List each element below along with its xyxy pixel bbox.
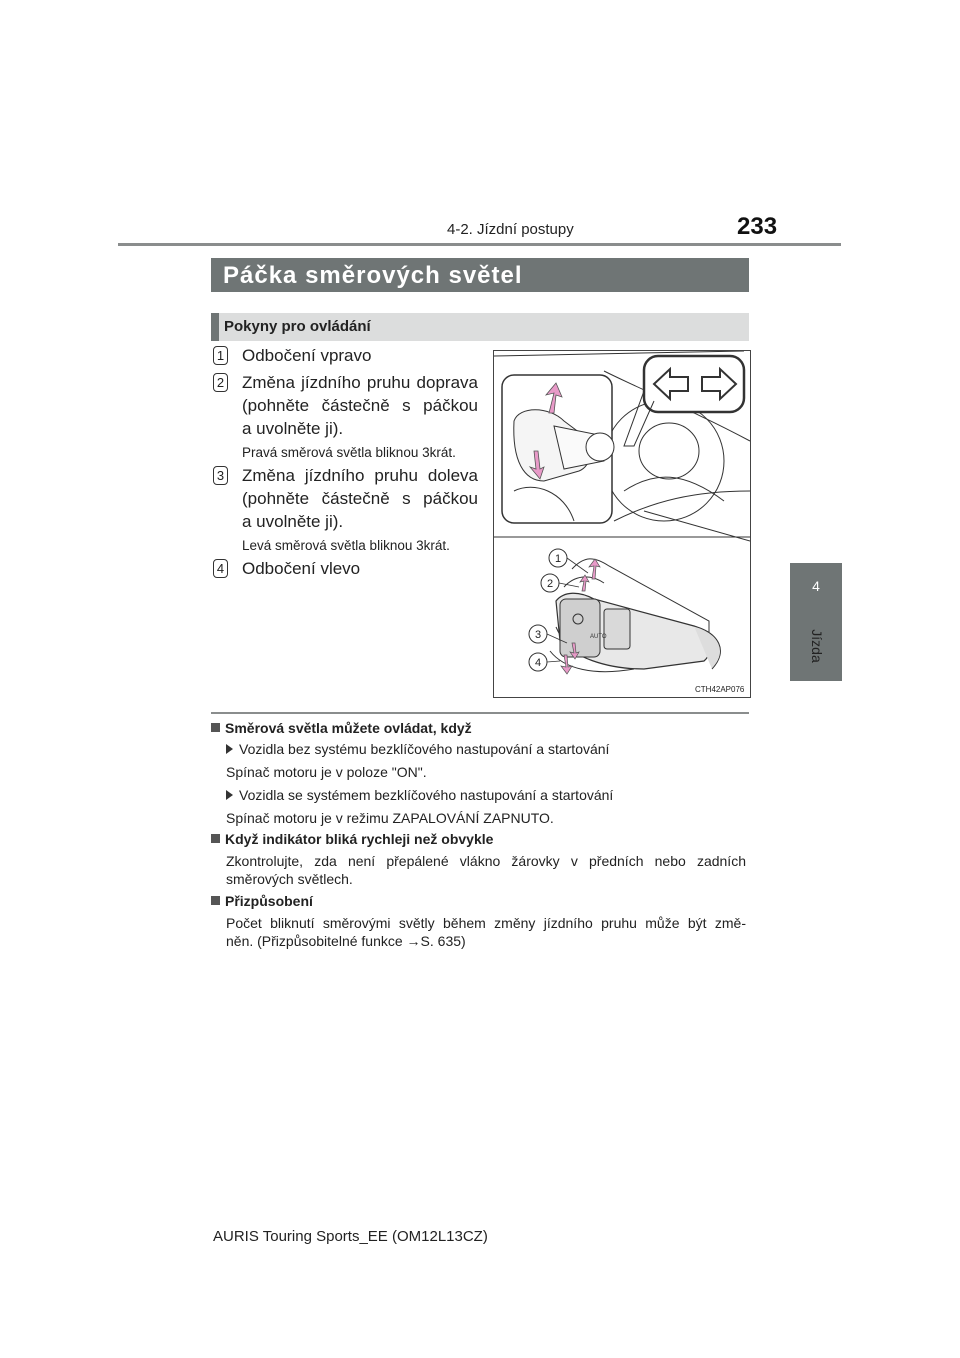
figure-label: 4 xyxy=(534,657,542,669)
step-note: Levá směrová světla bliknou 3krát. xyxy=(242,538,450,553)
square-bullet-icon xyxy=(211,834,220,843)
step-number: 2 xyxy=(213,373,228,392)
section-rule xyxy=(211,712,749,714)
step-text: (pohněte částečně s páčkou xyxy=(242,489,478,508)
triangle-bullet-icon xyxy=(226,744,233,754)
step-note: Pravá směrová světla bliknou 3krát. xyxy=(242,445,456,460)
figure-label: 1 xyxy=(554,553,562,565)
figure-label: 2 xyxy=(546,578,554,590)
note-bullet: Vozidla bez systému bezklíčového nastupování a startování xyxy=(226,741,609,757)
note-heading: Přizpůsobení xyxy=(211,893,313,909)
step-text: a uvolněte ji). xyxy=(242,512,344,531)
note-text: něn. (Přizpůsobitelné funkce →S. 635) xyxy=(226,933,466,949)
step-text: a uvolněte ji). xyxy=(242,419,344,438)
header-section: 4-2. Jízdní postupy xyxy=(447,221,574,238)
figure-code: CTH42AP076 xyxy=(695,685,745,694)
figure-illustration xyxy=(494,351,750,697)
figure-label: 3 xyxy=(534,629,542,641)
note-heading: Směrová světla můžete ovládat, když xyxy=(211,720,472,736)
subtitle: Pokyny pro ovládání xyxy=(224,318,371,335)
footer: AURIS Touring Sports_EE (OM12L13CZ) xyxy=(213,1228,488,1245)
step-text: (pohněte částečně s páčkou xyxy=(242,396,478,415)
note-text: směrových světlech. xyxy=(226,871,353,887)
step-number: 3 xyxy=(213,466,228,485)
auto-label: AUTO xyxy=(590,634,607,640)
chapter-number: 4 xyxy=(812,578,820,594)
note-bullet: Vozidla se systémem bezklíčového nastupování a startování xyxy=(226,787,613,803)
note-text: Počet bliknutí směrovými světly během změny jízdního pruhu může být změ- xyxy=(226,915,746,931)
step-number: 4 xyxy=(213,559,228,578)
square-bullet-icon xyxy=(211,723,220,732)
step-text: Změna jízdního pruhu doleva xyxy=(242,466,478,485)
step-text: Odbočení vlevo xyxy=(242,559,361,578)
page-title: Páčka směrových světel xyxy=(223,262,523,289)
note-text: Spínač motoru je v poloze "ON". xyxy=(226,764,427,780)
header-rule xyxy=(118,243,841,246)
chapter-label: Jízda xyxy=(809,629,825,663)
square-bullet-icon xyxy=(211,896,220,905)
turn-signal-figure xyxy=(493,350,751,698)
step-number: 1 xyxy=(213,346,228,365)
step-text: Změna jízdního pruhu doprava xyxy=(242,373,478,392)
page-number: 233 xyxy=(737,213,778,240)
note-text: Zkontrolujte, zda není přepálené vlákno žárovky v předních nebo zadních xyxy=(226,853,746,869)
triangle-bullet-icon xyxy=(226,790,233,800)
note-text: Spínač motoru je v režimu ZAPALOVÁNÍ ZAPNUTO. xyxy=(226,810,554,826)
subtitle-accent xyxy=(211,313,219,341)
step-text: Odbočení vpravo xyxy=(242,346,372,365)
note-heading: Když indikátor bliká rychleji než obvykle xyxy=(211,831,493,847)
